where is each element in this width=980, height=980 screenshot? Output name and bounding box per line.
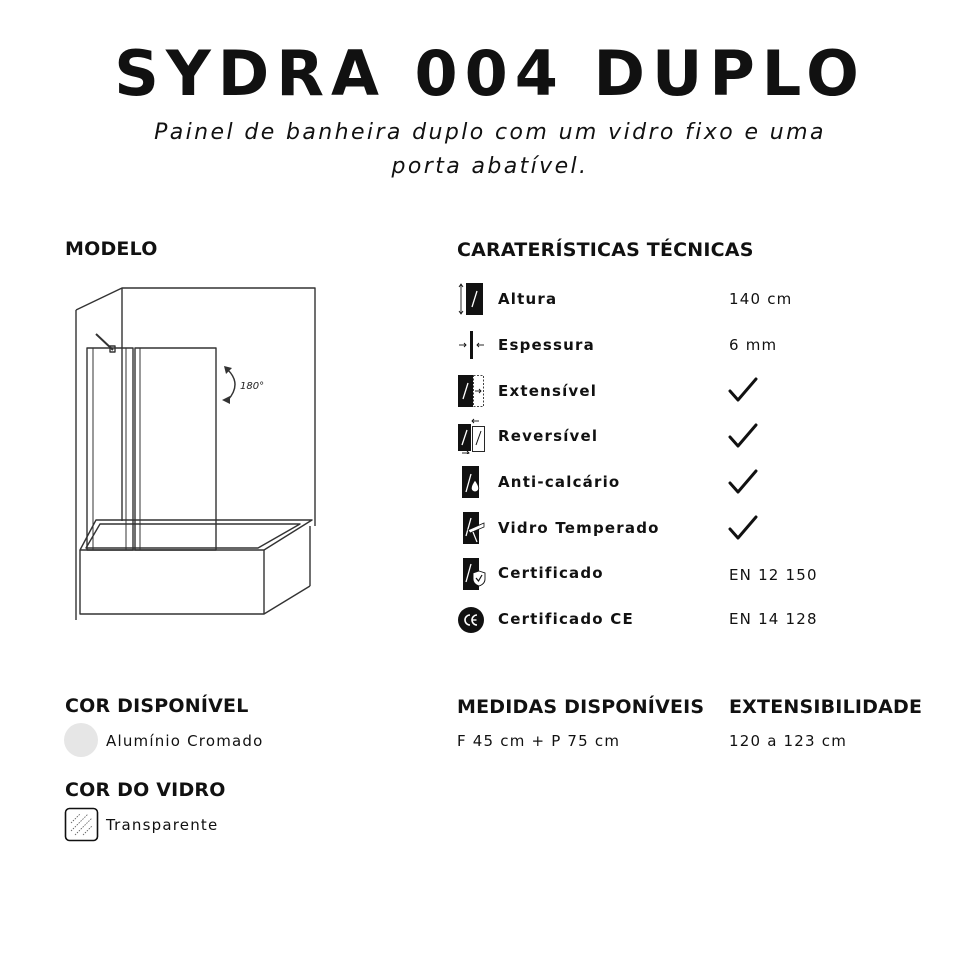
spec-label-certificado: Certificado <box>498 564 604 582</box>
spec-label-vidro-temperado: Vidro Temperado <box>498 519 660 537</box>
spec-label-anticalcario: Anti-calcário <box>498 473 621 491</box>
spec-label-espessura: Espessura <box>498 336 595 354</box>
reversible-icon <box>455 418 487 454</box>
subtitle-line-2: porta abatível. <box>391 154 589 179</box>
extensibility-value: 120 a 123 cm <box>729 732 848 750</box>
transparent-glass-icon <box>64 807 100 843</box>
glass-color-name: Transparente <box>106 816 219 834</box>
specs-heading: CARATERÍSTICAS TÉCNICAS <box>457 239 754 261</box>
modelo-heading: MODELO <box>65 238 158 260</box>
spec-label-certificado-ce: Certificado CE <box>498 610 634 628</box>
spec-label-altura: Altura <box>498 290 558 308</box>
glass-color-heading: COR DO VIDRO <box>65 779 226 801</box>
ce-mark-icon <box>455 602 487 638</box>
spec-label-reversivel: Reversível <box>498 427 599 445</box>
subtitle-line-1: Painel de banheira duplo com um vidro fixo e uma <box>154 120 826 145</box>
color-heading: COR DISPONÍVEL <box>65 695 249 717</box>
spec-value-certificado: EN 12 150 <box>729 566 818 584</box>
certificate-icon <box>455 556 487 592</box>
thickness-icon <box>455 327 487 363</box>
spec-value-certificado-ce: EN 14 128 <box>729 610 818 628</box>
height-icon <box>455 281 487 317</box>
spec-value-espessura: 6 mm <box>729 336 778 354</box>
spec-value-altura: 140 cm <box>729 290 793 308</box>
sizes-heading: MEDIDAS DISPONÍVEIS <box>457 696 705 718</box>
check-icon <box>727 376 759 404</box>
sizes-value: F 45 cm + P 75 cm <box>457 732 621 750</box>
check-icon <box>727 514 759 542</box>
color-swatch <box>64 723 98 757</box>
model-drawing <box>60 278 340 628</box>
rotation-label: 180° <box>240 381 265 392</box>
anti-limescale-icon <box>455 464 487 500</box>
extensibility-heading: EXTENSIBILIDADE <box>729 696 923 718</box>
check-icon <box>727 422 759 450</box>
product-title: SYDRA 004 DUPLO <box>114 37 866 110</box>
tempered-glass-icon <box>455 510 487 546</box>
extensible-icon <box>455 373 487 409</box>
product-subtitle <box>80 116 900 184</box>
spec-label-extensivel: Extensível <box>498 382 598 400</box>
color-name: Alumínio Cromado <box>106 732 264 750</box>
check-icon <box>727 468 759 496</box>
